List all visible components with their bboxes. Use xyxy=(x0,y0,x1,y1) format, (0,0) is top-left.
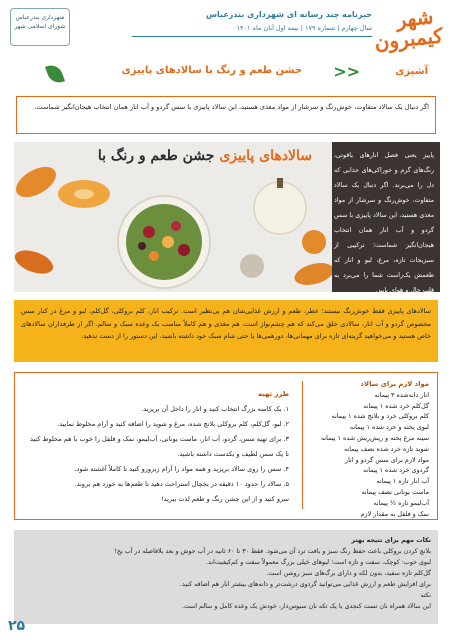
ingredients-list xyxy=(309,390,429,520)
list-item: گردوی خرد شده ۱ پیمانه xyxy=(362,466,429,475)
steps-title: طرز تهیه xyxy=(258,390,289,398)
salad-illustration xyxy=(14,142,332,292)
list-item: سینه مرغ پخته و ریش‌ریش شده ۱ پیمانه xyxy=(320,433,429,442)
list-item: لبوی پخته و خرد شده ۱ پیمانه xyxy=(349,423,429,432)
list-item: سرو کنید و از این جشن رنگ و طعم لذت ببرید! xyxy=(161,495,289,503)
yellow-text-box: سالادهای پاییزی فقط خوش‌رنگ نیستند؛ عطر، طعم و ارزش غذایی‌شان هم بی‌نظیر است. ترکیب انار، کلم بروکلی، گل‌کلم، لبو و مرغ در کنار سس مخصوص گردو و آب انار، سالادی خلق می‌کند که هم چشم‌نواز است، هم مغذی و هم کاملاً مناسب یک وعده سبک و سالم. اگر از طرفداران سالادهای خاص هستید و می‌خواهید گزینه‌ای تازه برای مهمانی‌ها، دورهمی‌ها یا حتی شام سبک خود داشته باشید، این دستور را از دست ندهید. xyxy=(14,300,438,362)
section-title-row xyxy=(10,62,442,84)
section-name: آشپزی xyxy=(395,66,428,77)
list-item: گل‌کلم تازه سفید، بدون لکه و دارای برگ‌های سبز روشن است. xyxy=(266,570,431,577)
list-item: گل‌کلم خرد شده ۱ پیمانه xyxy=(363,401,429,410)
list-item: بلانچ کردن بروکلی باعث حفظ رنگ سبز و بافت ترد آن می‌شود. فقط ۳۰ تا ۶۰ ثانیه در آب جوش و بعد بلافاصله در آب یخ! xyxy=(114,548,431,555)
photo-title xyxy=(98,148,312,164)
list-item: ماست یونانی نصف پیمانه xyxy=(361,487,429,496)
leaf-icon xyxy=(45,62,65,86)
list-item: ۵. سالاد را حدود ۱۰ دقیقه در یخچال استراحت دهید تا طعم‌ها به خورد هم بروند. xyxy=(74,480,289,488)
photo-title-orange: سالادهای پاییزی xyxy=(219,148,312,164)
column-divider xyxy=(302,381,303,509)
issue-meta: سال چهارم | شماره ۱۷۹ | نیمه اول آبان ماه ۱۴۰۱ xyxy=(236,24,372,32)
list-item: ۱. یک کاسه بزرگ انتخاب کنید و انار را داخل آن بریزید. xyxy=(141,405,289,413)
dark-text-box: پاییز یعنی فصل انارهای یاقوتی، رنگ‌های گرم و خوراکی‌های جذابی که دل را می‌برند. اگر دنبال یک سالاد متفاوت، خوش‌رنگ و سرشار از مواد مغذی هستید، این سالاد پاییزی با سس گردو و آب انار همان انتخاب هیجان‌انگیز شماست؛ ترکیبی از سبزیجات تازه، مرغ، لبو و انار که طعمش یک‌راست شما را می‌برد به قلب حال و هوای پاییز. xyxy=(328,142,440,292)
list-item: مواد لازم برای سس گردو و انار xyxy=(345,455,429,464)
steps-column xyxy=(27,387,289,507)
article-title: جشن طعم و رنگ با سالادهای پاییزی xyxy=(121,65,302,76)
list-item: لبوی خوب: کوچک، سفت و تازه است؛ لبوهای خیلی بزرگ معمولاً سفت و کم‌کیفیت‌اند. xyxy=(206,559,431,566)
list-item: آب‌لیمو تازه ½ پیمانه xyxy=(373,498,429,507)
list-item: انار دانه‌شده ۳ پیمانه xyxy=(374,390,429,399)
list-item: ۴. سس را روی سالاد بریزید و همه مواد را آرام زیرورو کنید تا کاملاً آغشته شود. xyxy=(74,465,289,473)
municipality-emblem: شهرداری بندرعباس شورای اسلامی شهر xyxy=(10,8,70,46)
page-number: ۲۵ xyxy=(8,618,26,634)
page-header xyxy=(10,4,444,55)
list-item: نکته xyxy=(420,592,431,599)
salad-photo xyxy=(14,142,332,292)
list-item: شوید تازه خرد شده نصف پیمانه xyxy=(344,444,429,453)
recipe-box xyxy=(14,372,438,520)
list-item: نمک و فلفل به مقدار لازم xyxy=(360,509,429,518)
tips-title: نکات مهم برای نتیجه بهتر xyxy=(351,537,431,544)
ingredients-column xyxy=(309,379,429,519)
list-item: کلم بروکلی خرد و بلانچ شده ۱ پیمانه xyxy=(331,412,429,421)
photo-title-black: جشن طعم و رنگ با xyxy=(97,148,215,164)
list-item: برای افزایش طعم و ارزش غذایی می‌توانید گردوی درشت‌تر و دانه‌های بیشتر انار هم اضافه کنید. xyxy=(180,581,431,588)
ingredients-title: مواد لازم برای سالاد xyxy=(360,380,429,388)
list-item: آب انار تازه ۱ پیمانه xyxy=(376,477,429,486)
chevrons-icon: >> xyxy=(333,62,360,81)
header-divider xyxy=(132,36,372,37)
newsletter-title: خبرنامه چند رسانه ای شهرداری بندرعباس xyxy=(206,10,372,19)
list-item: این سالاد همراه نان تست کنجدی یا یک تکه نان سبوس‌دار، خودش یک وعده کامل و سالم است. xyxy=(181,603,431,610)
steps-list xyxy=(27,402,289,507)
list-item: ۳. برای تهیه سس، گردو، آب انار، ماست یونانی، آب‌لیمو، نمک و فلفل را خوب با هم مخلوط کنید تا یک سس لطیف و یکدست داشته باشید. xyxy=(30,435,289,458)
magazine-logo: شهر کیمبرون xyxy=(373,4,444,55)
intro-box: اگر دنبال یک سالاد متفاوت، خوش‌رنگ و سرشار از مواد مغذی هستید، این سالاد پاییزی با سس گردو و آب انار همان انتخاب هیجان‌انگیز شماست. xyxy=(16,96,436,134)
list-item: ۲. لبو، گل‌کلم، کلم بروکلی بلانچ شده، مرغ و شوید را اضافه کنید و آرام مخلوط نمایید. xyxy=(57,420,289,428)
tips-box xyxy=(14,530,438,624)
